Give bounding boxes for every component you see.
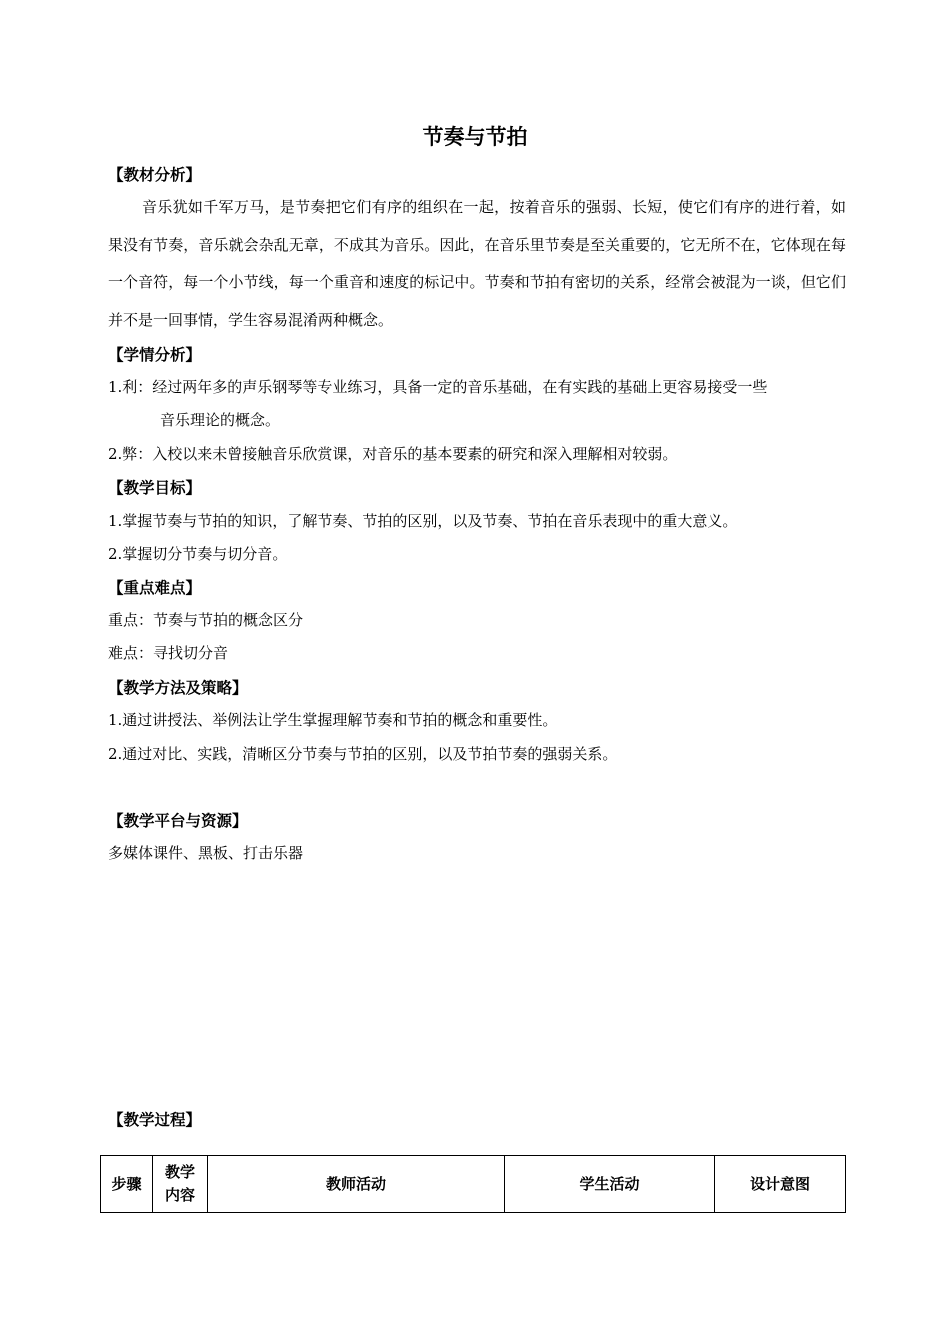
- methods-item-2: 2.通过对比、实践，清晰区分节奏与节拍的区别，以及节拍节奏的强弱关系。: [108, 745, 618, 763]
- table-header-row: [101, 1156, 846, 1213]
- key-point-focus: 重点：节奏与节拍的概念区分: [108, 611, 304, 629]
- heading-learners: 【学情分析】: [108, 346, 202, 364]
- resources-content: 多媒体课件、黑板、打击乐器: [108, 844, 304, 862]
- col-content-line2: 内容: [164, 1186, 195, 1204]
- page-title: 节奏与节拍: [422, 125, 528, 149]
- heading-goals: 【教学目标】: [108, 479, 202, 497]
- col-teacher: 教师活动: [208, 1156, 505, 1213]
- col-content-line1: 教学: [164, 1163, 195, 1181]
- heading-resources: 【教学平台与资源】: [108, 812, 248, 830]
- key-point-difficulty: 难点：寻找切分音: [108, 644, 229, 662]
- goals-item-1: 1.掌握节奏与节拍的知识，了解节奏、节拍的区别，以及节奏、节拍在音乐表现中的重大意义。: [108, 512, 738, 530]
- methods-item-1: 1.通过讲授法、举例法让学生掌握理解节奏和节拍的概念和重要性。: [108, 711, 558, 729]
- analysis-paragraph: 音乐犹如千军万马，是节奏把它们有序的组织在一起，按着音乐的强弱、长短，使它们有序的进行着，如果没有节奏，音乐就会杂乱无章，不成其为音乐。因此，在音乐里节奏是至关重要的，它无所不在，它体现在每一个音符，每一个小节线，每一个重音和速度的标记中。节奏和节拍有密切的关系，经常会被混为一谈，但它们并不是一回事情，学生容易混淆两种概念。: [108, 198, 846, 329]
- heading-key-points: 【重点难点】: [108, 579, 202, 597]
- col-content: [153, 1156, 208, 1213]
- col-step: 步骤: [101, 1156, 153, 1213]
- heading-process: 【教学过程】: [108, 1111, 202, 1129]
- col-student: 学生活动: [505, 1156, 715, 1213]
- learners-item-1-cont: 音乐理论的概念。: [160, 411, 281, 429]
- goals-item-2: 2.掌握切分节奏与切分音。: [108, 545, 288, 563]
- heading-methods: 【教学方法及策略】: [108, 679, 248, 697]
- process-table: [100, 1155, 846, 1213]
- heading-analysis: 【教材分析】: [108, 166, 202, 184]
- learners-item-2: 2.弊：入校以来未曾接触音乐欣赏课，对音乐的基本要素的研究和深入理解相对较弱。: [108, 445, 678, 463]
- learners-item-1: 1.利：经过两年多的声乐钢琴等专业练习，具备一定的音乐基础，在有实践的基础上更容易接受一些: [108, 378, 768, 396]
- col-design: 设计意图: [715, 1156, 846, 1213]
